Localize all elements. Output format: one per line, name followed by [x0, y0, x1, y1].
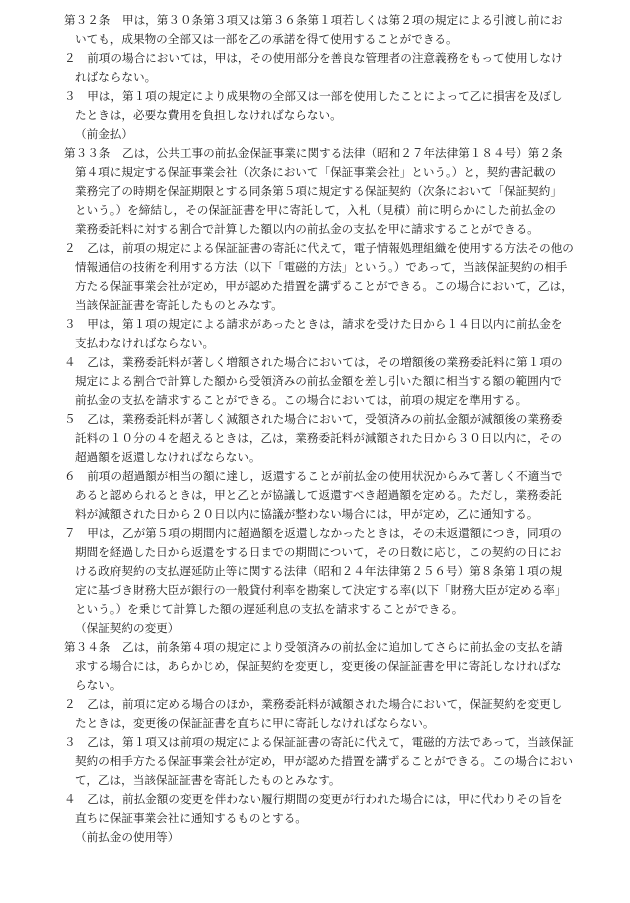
continuation-line: ればならない。	[75, 70, 157, 84]
section-heading: （保証契約の変更）	[75, 621, 180, 635]
continuation-line: 託料の１０分の４を超えるときは，乙は，業務委託料が減額された日から３０日以内に，その	[75, 431, 562, 445]
paragraph-line: ５ 乙は，業務委託料が著しく減額された場合において，受領済みの前払金額が減額後の業務委	[64, 412, 563, 426]
paragraph-line: ３ 甲は，第１項の規定により成果物の全部又は一部を使用したことによって乙に損害を及ぼし	[64, 89, 563, 103]
paragraph-line: 第３２条 甲は，第３０条第３項又は第３６条第１項若しくは第２項の規定による引渡し前にお	[64, 13, 563, 27]
continuation-line: て，乙は，当該保証証書を寄託したものとみなす。	[75, 773, 341, 787]
continuation-line: 支払わなければならない。	[75, 336, 215, 350]
section-heading: （前金払）	[75, 127, 133, 141]
continuation-line: 料が減額された日から２０日以内に協議が整わない場合には，甲が定め，乙に通知する。	[75, 507, 539, 521]
continuation-line: ける政府契約の支払遅延防止等に関する法律（昭和２４年法律第２５６号）第８条第１項の規	[75, 564, 562, 578]
continuation-line: たときは，必要な費用を負担しなければならない。	[75, 108, 342, 122]
continuation-line: いても，成果物の全部又は一部を乙の承諾を得て使用することができる。	[75, 32, 458, 46]
section-heading: （前払金の使用等）	[75, 830, 180, 844]
continuation-line: という。）を乗じて計算した額の遅延利息の支払を請求することができる。	[75, 602, 464, 616]
document-body	[64, 11, 576, 847]
paragraph-line: ３ 乙は，第１項又は前項の規定による保証証書の寄託に代えて，電磁的方法であって，当該保証	[64, 735, 574, 749]
paragraph-line: 第３３条 乙は，公共工事の前払金保証事業に関する法律（昭和２７年法律第１８４号）第２条	[64, 146, 563, 160]
paragraph-line: 第３４条 乙は，前条第４項の規定により受領済みの前払金に追加してさらに前払金の支払を請	[64, 640, 563, 654]
paragraph-line: ３ 甲は，第１項の規定による請求があったときは，請求を受けた日から１４日以内に前払金を	[64, 317, 563, 331]
continuation-line: 求する場合には，あらかじめ，保証契約を変更し，変更後の保証証書を甲に寄託しなければな	[75, 659, 562, 673]
paragraph-line: ２ 乙は，前項に定める場合のほか，業務委託料が減額された場合において，保証契約を変更し	[64, 697, 563, 711]
continuation-line: らない。	[75, 678, 122, 692]
continuation-line: 前払金の支払を請求することができる。この場合においては，前項の規定を準用する。	[75, 393, 528, 407]
paragraph-line: ２ 乙は，前項の規定による保証証書の寄託に代えて，電子情報処理組織を使用する方法その他の	[64, 241, 574, 255]
continuation-line: という。）を締結し，その保証証書を甲に寄託して，入札（見積）前に明らかにした前払金の	[75, 203, 556, 217]
continuation-line: たときは，変更後の保証証書を直ちに甲に寄託しなければならない。	[75, 716, 435, 730]
paragraph-line: ４ 乙は，前払金額の変更を伴わない履行期間の変更が行われた場合には，甲に代わりその旨を	[64, 792, 563, 806]
continuation-line: 業務委託料に対する割合で計算した額以内の前払金の支払を甲に請求することができる。	[75, 222, 539, 236]
continuation-line: 直ちに保証事業会社に通知するものとする。	[75, 811, 307, 825]
continuation-line: あると認められるときは，甲と乙とが協議して返還すべき超過額を定める。ただし，業務委託	[75, 488, 562, 502]
paragraph-line: ６ 前項の超過額が相当の額に達し，返還することが前払金の使用状況からみて著しく不適当で	[64, 469, 563, 483]
continuation-line: 業務完了の時期を保証期限とする同条第５項に規定する保証契約（次条において「保証契約」	[75, 184, 562, 198]
continuation-line: 規定による割合で計算した額から受領済みの前払金額を差し引いた額に相当する額の範囲内で	[75, 374, 562, 388]
paragraph-line: ７ 甲は，乙が第５項の期間内に超過額を返還しなかったときは，その未返還額につき，同項の	[64, 526, 562, 540]
continuation-line: 情報通信の技術を利用する方法（以下「電磁的方法」という。）であって，当該保証契約の相手	[75, 260, 568, 274]
paragraph-line: ２ 前項の場合においては，甲は，その使用部分を善良な管理者の注意義務をもって使用しなけ	[64, 51, 563, 65]
continuation-line: 第４項に規定する保証事業会社（次条において「保証事業会社」という。）と，契約書記載の	[75, 165, 557, 179]
continuation-line: 当該保証証書を寄託したものとみなす。	[75, 298, 283, 312]
continuation-line: 方たる保証事業会社が定め，甲が認めた措置を講ずることができる。この場合において，乙は，	[75, 279, 573, 293]
continuation-line: 超過額を返還しなければならない。	[75, 450, 261, 464]
continuation-line: 期間を経過した日から返還をする日までの期間について，その日数に応じ，この契約の日にお	[75, 545, 562, 559]
continuation-line: 定に基づき財務大臣が銀行の一般貸付利率を勘案して決定する率(以下「財務大臣が定める率」	[75, 583, 567, 597]
paragraph-line: ４ 乙は，業務委託料が著しく増額された場合においては，その増額後の業務委託料に第１項の	[64, 355, 563, 369]
continuation-line: 契約の相手方たる保証事業会社が定め，甲が認めた措置を講ずることができる。この場合におい	[75, 754, 574, 768]
